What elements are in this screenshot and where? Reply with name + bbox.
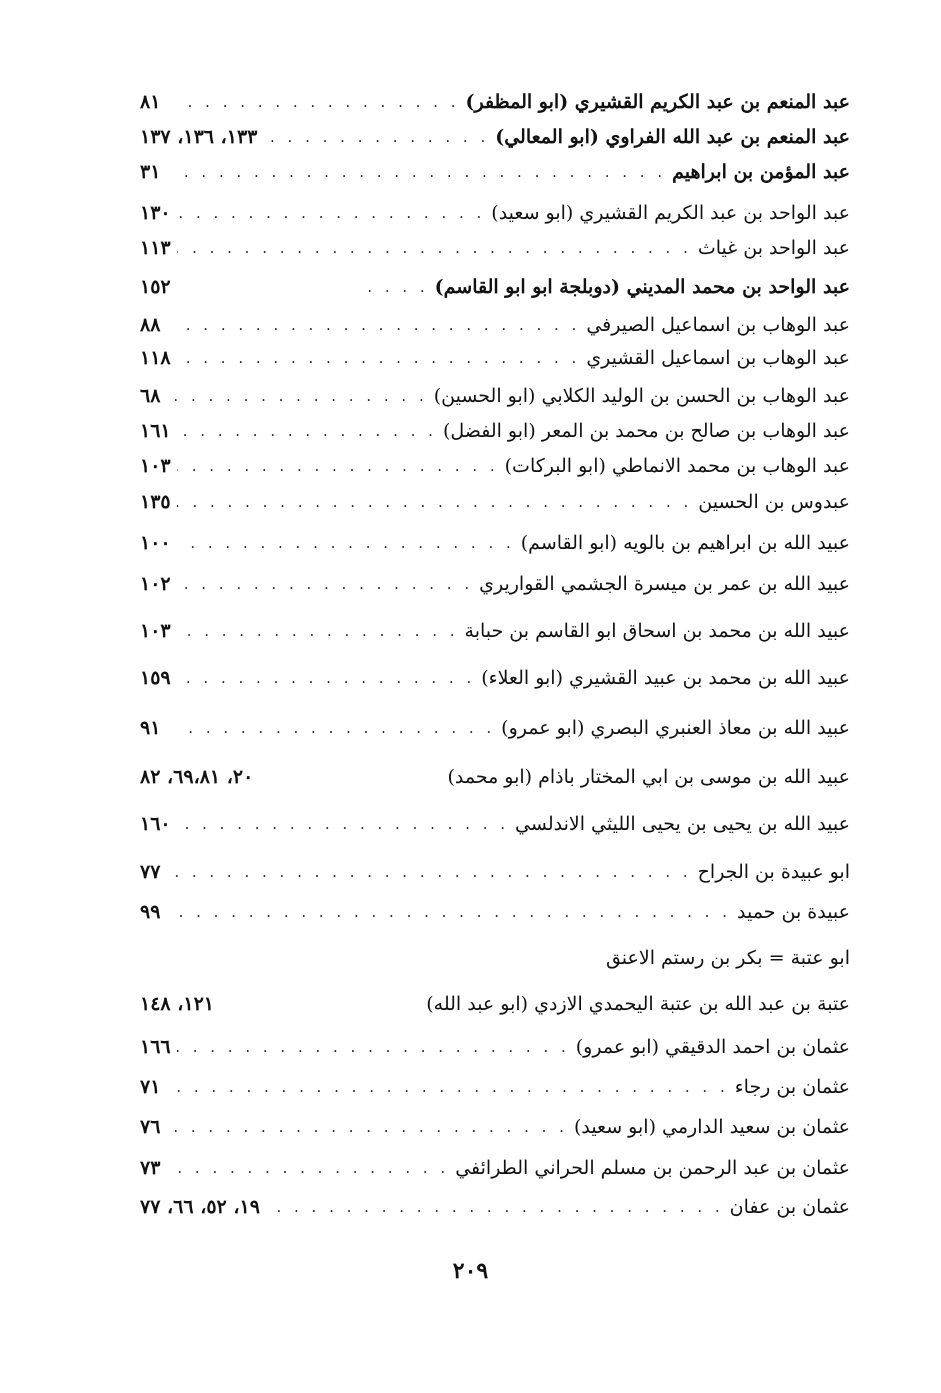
entry-name: عبد الواحد بن غياث (697, 237, 850, 259)
dot-leader (174, 1110, 568, 1144)
entry-name: عبد الوهاب بن محمد الانماطي (ابو البركات) (504, 455, 850, 477)
index-entry (140, 760, 850, 794)
entry-name: عبيد الله بن محمد بن اسحاق ابو القاسم بن حبابة (464, 620, 850, 642)
entry-name: عبيد الله بن يحيى بن يحيى الليثي الاندلسي (515, 813, 850, 835)
dot-leader (177, 567, 473, 601)
dot-leader (266, 1190, 724, 1224)
entry-pages: ١٠٢ (140, 573, 171, 595)
dot-leader (174, 379, 428, 413)
dot-leader (174, 895, 731, 929)
index-entry (140, 711, 850, 745)
index-entry (140, 341, 850, 375)
entry-pages: ٧٦ (140, 1116, 161, 1138)
dot-leader (263, 120, 489, 154)
entry-name: عثمان بن سعيد الدارمي (ابو سعيد) (573, 1116, 850, 1138)
index-entry (140, 987, 850, 1021)
dot-leader (174, 1070, 729, 1104)
entry-name: عبد الواحد بن محمد المديني (دوبلجة ابو ابو القاسم) (434, 276, 850, 298)
dot-leader (177, 614, 459, 648)
dot-leader (174, 308, 580, 342)
entry-name: عبد المنعم بن عبد الله الفراوي (ابو المعالي) (495, 126, 850, 148)
dot-leader (174, 1151, 449, 1185)
index-entry (140, 1110, 850, 1144)
entry-pages: ٣١ (140, 161, 161, 183)
index-entry (140, 196, 850, 230)
entry-pages: ٦٨ (140, 385, 161, 407)
entry-name: عبد المنعم بن عبد الكريم القشيري (ابو المظفر) (465, 91, 850, 113)
index-entry (140, 120, 850, 154)
entry-name: عبيد الله بن موسى بن ابي المختار باذام (ابو محمد) (447, 766, 850, 788)
entry-name: عبيد الله بن معاذ العنبري البصري (ابو عمرو) (501, 717, 850, 739)
entry-pages: ٩١ (140, 717, 161, 739)
index-entry (140, 807, 850, 841)
dot-leader (369, 270, 429, 304)
entry-pages: ٢٠، ٦٩،٨١، ٨٢ (140, 766, 254, 788)
index-entry (140, 414, 850, 448)
index-entry (140, 1190, 850, 1224)
index-entry (140, 1151, 850, 1185)
entry-name: عتبة بن عبد الله بن عتبة اليحمدي الازدي (ابو عبد الله) (426, 993, 850, 1015)
entry-name: ابو عتبة = بكر بن رستم الاعنق (605, 947, 850, 969)
entry-pages: ١٣٣، ١٣٦، ١٣٧ (140, 126, 258, 148)
dot-leader (177, 414, 437, 448)
entry-name: عبد المؤمن بن ابراهيم (672, 161, 850, 183)
index-entry (140, 941, 850, 975)
index-entry (140, 1070, 850, 1104)
entry-pages: ١٦١ (140, 420, 171, 442)
index-entry (140, 1030, 850, 1064)
entry-pages: ١٥٢ (140, 276, 171, 298)
index-entry (140, 895, 850, 929)
dot-leader (177, 485, 693, 519)
entry-pages: ٧١ (140, 1076, 161, 1098)
dot-leader (174, 155, 666, 189)
entry-name: عبيدة بن حميد (737, 901, 850, 923)
entry-name: ابو عبيدة بن الجراح (697, 861, 850, 883)
dot-leader (177, 231, 692, 265)
entry-pages: ١١٣ (140, 237, 171, 259)
entry-pages: ١٦٦ (140, 1036, 171, 1058)
entry-pages: ١٣٠ (140, 202, 171, 224)
index-entry (140, 379, 850, 413)
entry-pages: ١٢١، ١٤٨ (140, 993, 214, 1015)
dot-leader (177, 526, 515, 560)
entry-name: عبد الوهاب بن الحسن بن الوليد الكلابي (ابو الحسين) (433, 385, 850, 407)
entry-pages: ١٠٠ (140, 532, 171, 554)
entry-pages: ٩٩ (140, 901, 161, 923)
entry-name: عبد الوهاب بن اسماعيل الصيرفي (586, 314, 850, 336)
index-entry (140, 661, 850, 695)
entry-name: عبيد الله بن عمر بن ميسرة الجشمي القواريري (479, 573, 850, 595)
dot-leader (177, 341, 581, 375)
entry-name: عبد الوهاب بن صالح بن محمد بن المعر (ابو الفضل) (442, 420, 850, 442)
index-entry (140, 567, 850, 601)
dot-leader (177, 661, 476, 695)
entry-name: عبد الوهاب بن اسماعيل القشيري (586, 347, 850, 369)
index-entry (140, 270, 850, 304)
entry-pages: ٨١ (140, 91, 161, 113)
entry-name: عبدوس بن الحسين (698, 491, 850, 513)
entry-name: عبيد الله بن ابراهيم بن بالويه (ابو القاسم) (520, 532, 850, 554)
dot-leader (177, 449, 499, 483)
index-entry (140, 449, 850, 483)
entry-pages: ١٦٠ (140, 813, 171, 835)
entry-pages: ٨٨ (140, 314, 161, 336)
index-entry (140, 308, 850, 342)
index-entry (140, 231, 850, 265)
entry-pages: ١١٨ (140, 347, 171, 369)
entry-pages: ١٠٣ (140, 620, 171, 642)
entry-pages: ٧٧ (140, 861, 161, 883)
entry-name: عبيد الله بن محمد بن عبيد القشيري (ابو العلاء) (481, 667, 850, 689)
dot-leader (174, 855, 692, 889)
index-entry (140, 85, 850, 119)
dot-leader (177, 196, 486, 230)
index-entry (140, 855, 850, 889)
dot-leader (174, 85, 459, 119)
entry-name: عبد الواحد بن عبد الكريم القشيري (ابو سعيد) (491, 202, 850, 224)
entry-pages: ١٠٣ (140, 455, 171, 477)
index-entry (140, 155, 850, 189)
entry-pages: ١٣٥ (140, 491, 171, 513)
index-entry (140, 526, 850, 560)
entry-pages: ١٩، ٥٢، ٦٦، ٧٧ (140, 1196, 260, 1218)
dot-leader (177, 807, 509, 841)
index-entry (140, 485, 850, 519)
dot-leader (174, 711, 495, 745)
entry-name: عثمان بن عفان (729, 1196, 850, 1218)
entry-name: عثمان بن عبد الرحمن بن مسلم الحراني الطرائفي (455, 1157, 850, 1179)
dot-leader (177, 1030, 570, 1064)
index-entry (140, 614, 850, 648)
entry-pages: ٧٣ (140, 1157, 161, 1179)
page-number: ٢٠٩ (452, 1258, 489, 1284)
entry-name: عثمان بن احمد الدقيقي (ابو عمرو) (575, 1036, 850, 1058)
entry-pages: ١٥٩ (140, 667, 171, 689)
entry-name: عثمان بن رجاء (734, 1076, 850, 1098)
